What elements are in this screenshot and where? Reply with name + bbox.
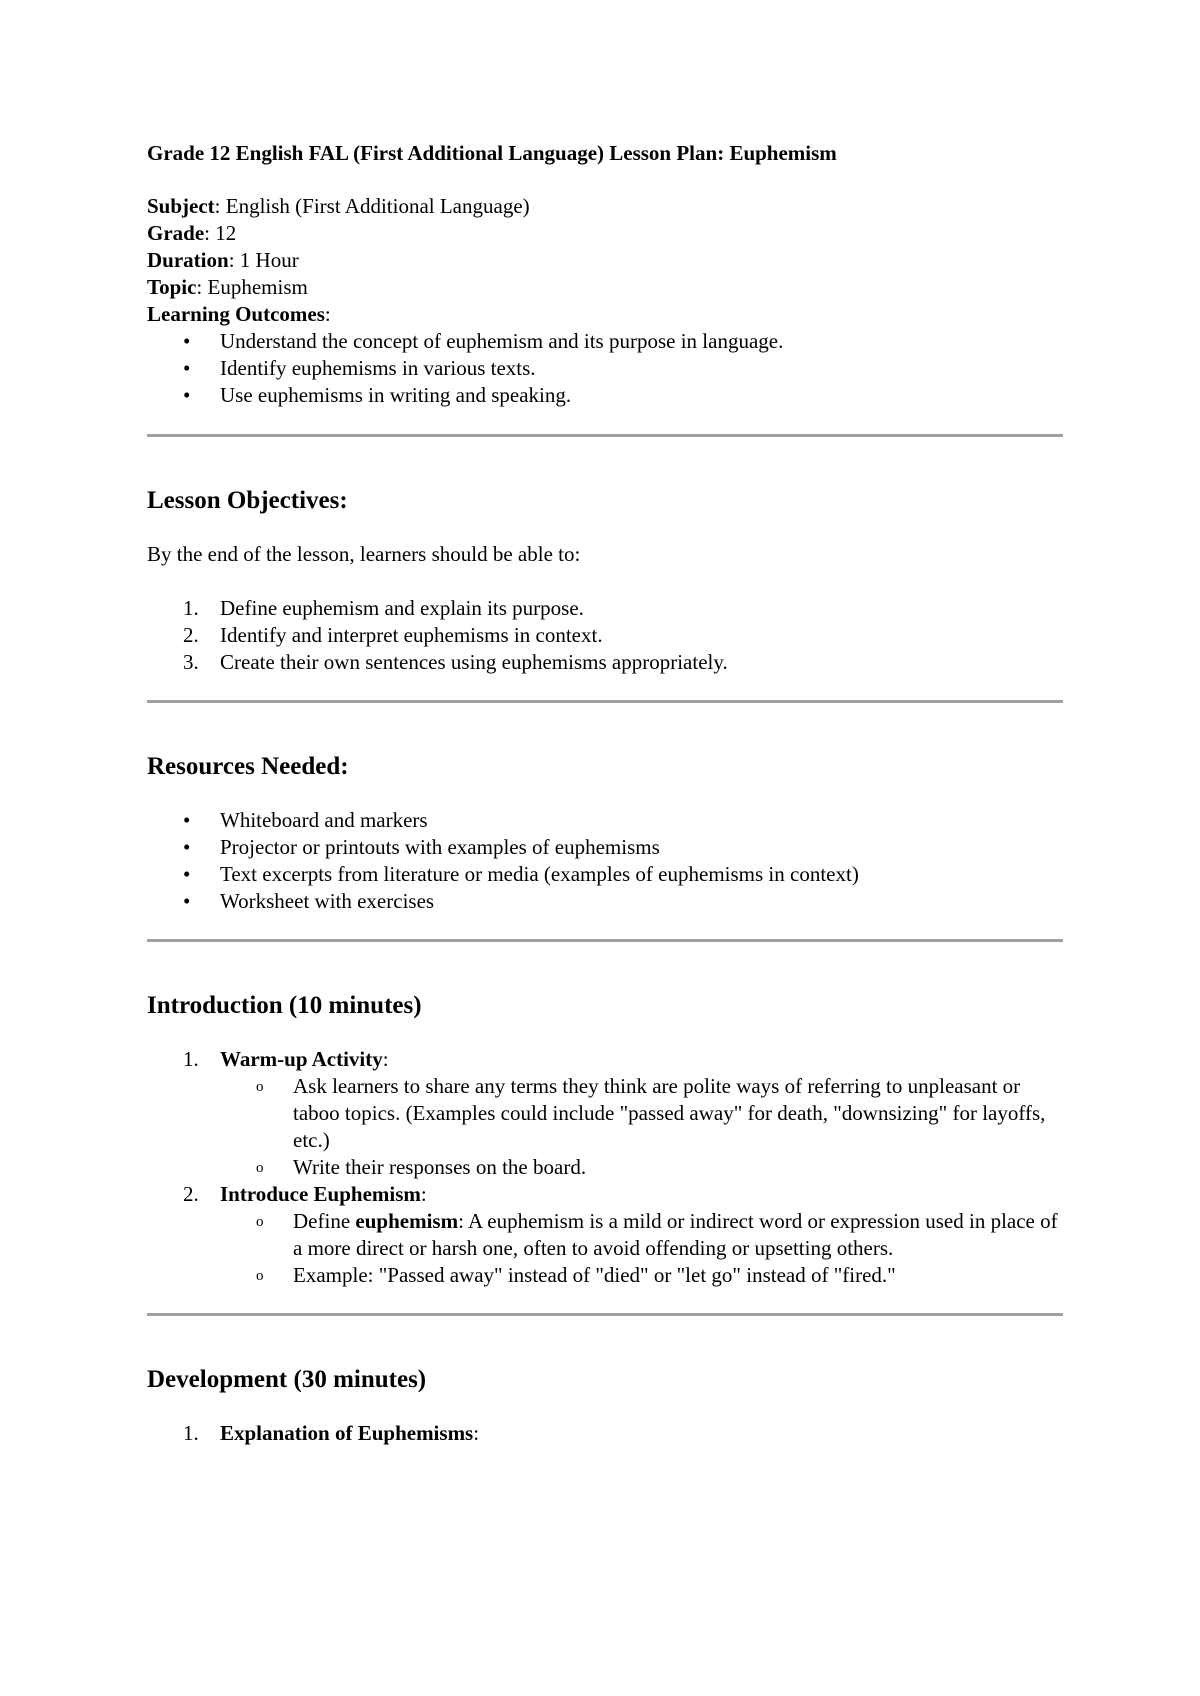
objectives-intro: By the end of the lesson, learners should be able to: (147, 542, 581, 566)
duration-line (147, 247, 1063, 274)
list-item: • Use euphemisms in writing and speaking. (147, 382, 1063, 409)
step-colon: : (382, 1047, 389, 1071)
section-divider (147, 700, 1063, 703)
outcomes-colon: : (324, 302, 331, 326)
list-item-text: Identify and interpret euphemisms in context. (220, 623, 603, 647)
list-item (147, 1046, 1063, 1181)
define-rest: : A euphemism is a mild or indirect word or expression used in place of a more direct or harsh one, often to avoid offending or upsetting others. (293, 1209, 1058, 1260)
list-item-text: Create their own sentences using euphemisms appropriately. (220, 650, 728, 674)
sub-list-item: o Ask learners to share any terms they think are polite ways of referring to unpleasant or taboo topics. (Examples could include "passed away" for death, "downsizing" for layoffs, etc.) (220, 1073, 1063, 1154)
section-divider (147, 939, 1063, 942)
sub-list-item: o Example: "Passed away" instead of "died" or "let go" instead of "fired." (220, 1262, 1063, 1289)
document-page (147, 140, 1063, 1447)
sub-list (220, 1208, 1063, 1289)
list-number: 1. (183, 1421, 199, 1445)
list-item: • Worksheet with exercises (147, 888, 1063, 915)
list-number: 1. (183, 596, 199, 620)
step-label: Introduce Euphemism (220, 1182, 421, 1206)
step-colon: : (473, 1421, 480, 1445)
grade-value: : 12 (204, 221, 237, 245)
outcomes-label: Learning Outcomes (147, 302, 325, 326)
section-divider (147, 1313, 1063, 1316)
objectives-list (147, 595, 1063, 676)
topic-label: Topic (147, 275, 197, 299)
objectives-heading: Lesson Objectives: (147, 487, 348, 514)
list-item: • Projector or printouts with examples of euphemisms (147, 834, 1063, 861)
list-number: 2. (183, 1182, 199, 1206)
list-item-text: Define euphemism and explain its purpose. (220, 596, 584, 620)
resources-heading: Resources Needed: (147, 753, 349, 780)
list-number: 1. (183, 1047, 199, 1071)
subject-line (147, 193, 1063, 220)
outcomes-line (147, 301, 1063, 328)
duration-value: : 1 Hour (228, 248, 299, 272)
duration-label: Duration (147, 248, 229, 272)
list-item (147, 649, 1063, 676)
topic-line (147, 274, 1063, 301)
document-title: Grade 12 English FAL (First Additional Language) Lesson Plan: Euphemism (147, 141, 837, 165)
list-item (147, 1420, 1063, 1447)
list-item: • Understand the concept of euphemism and its purpose in language. (147, 328, 1063, 355)
topic-value: : Euphemism (196, 275, 308, 299)
list-item: • Whiteboard and markers (147, 807, 1063, 834)
development-steps (147, 1420, 1063, 1447)
sub-list (220, 1073, 1063, 1181)
list-item (147, 622, 1063, 649)
list-item: • Text excerpts from literature or media (examples of euphemisms in context) (147, 861, 1063, 888)
introduction-steps (147, 1046, 1063, 1289)
learning-outcomes-list (147, 328, 1063, 409)
grade-label: Grade (147, 221, 205, 245)
grade-line (147, 220, 1063, 247)
step-colon: : (420, 1182, 427, 1206)
resources-list (147, 807, 1063, 915)
list-item (147, 1181, 1063, 1289)
define-term: euphemism (355, 1209, 459, 1233)
introduction-heading: Introduction (10 minutes) (147, 992, 422, 1019)
list-number: 3. (183, 650, 199, 674)
development-heading: Development (30 minutes) (147, 1366, 427, 1393)
step-label: Warm-up Activity (220, 1047, 383, 1071)
sub-list-item: o Write their responses on the board. (220, 1154, 1063, 1181)
list-item: • Identify euphemisms in various texts. (147, 355, 1063, 382)
list-item (147, 595, 1063, 622)
step-label: Explanation of Euphemisms (220, 1421, 474, 1445)
list-number: 2. (183, 623, 199, 647)
section-divider (147, 434, 1063, 437)
sub-list-item (220, 1208, 1063, 1262)
subject-value: : English (First Additional Language) (214, 194, 530, 218)
subject-label: Subject (147, 194, 215, 218)
define-prefix: Define (293, 1209, 356, 1233)
